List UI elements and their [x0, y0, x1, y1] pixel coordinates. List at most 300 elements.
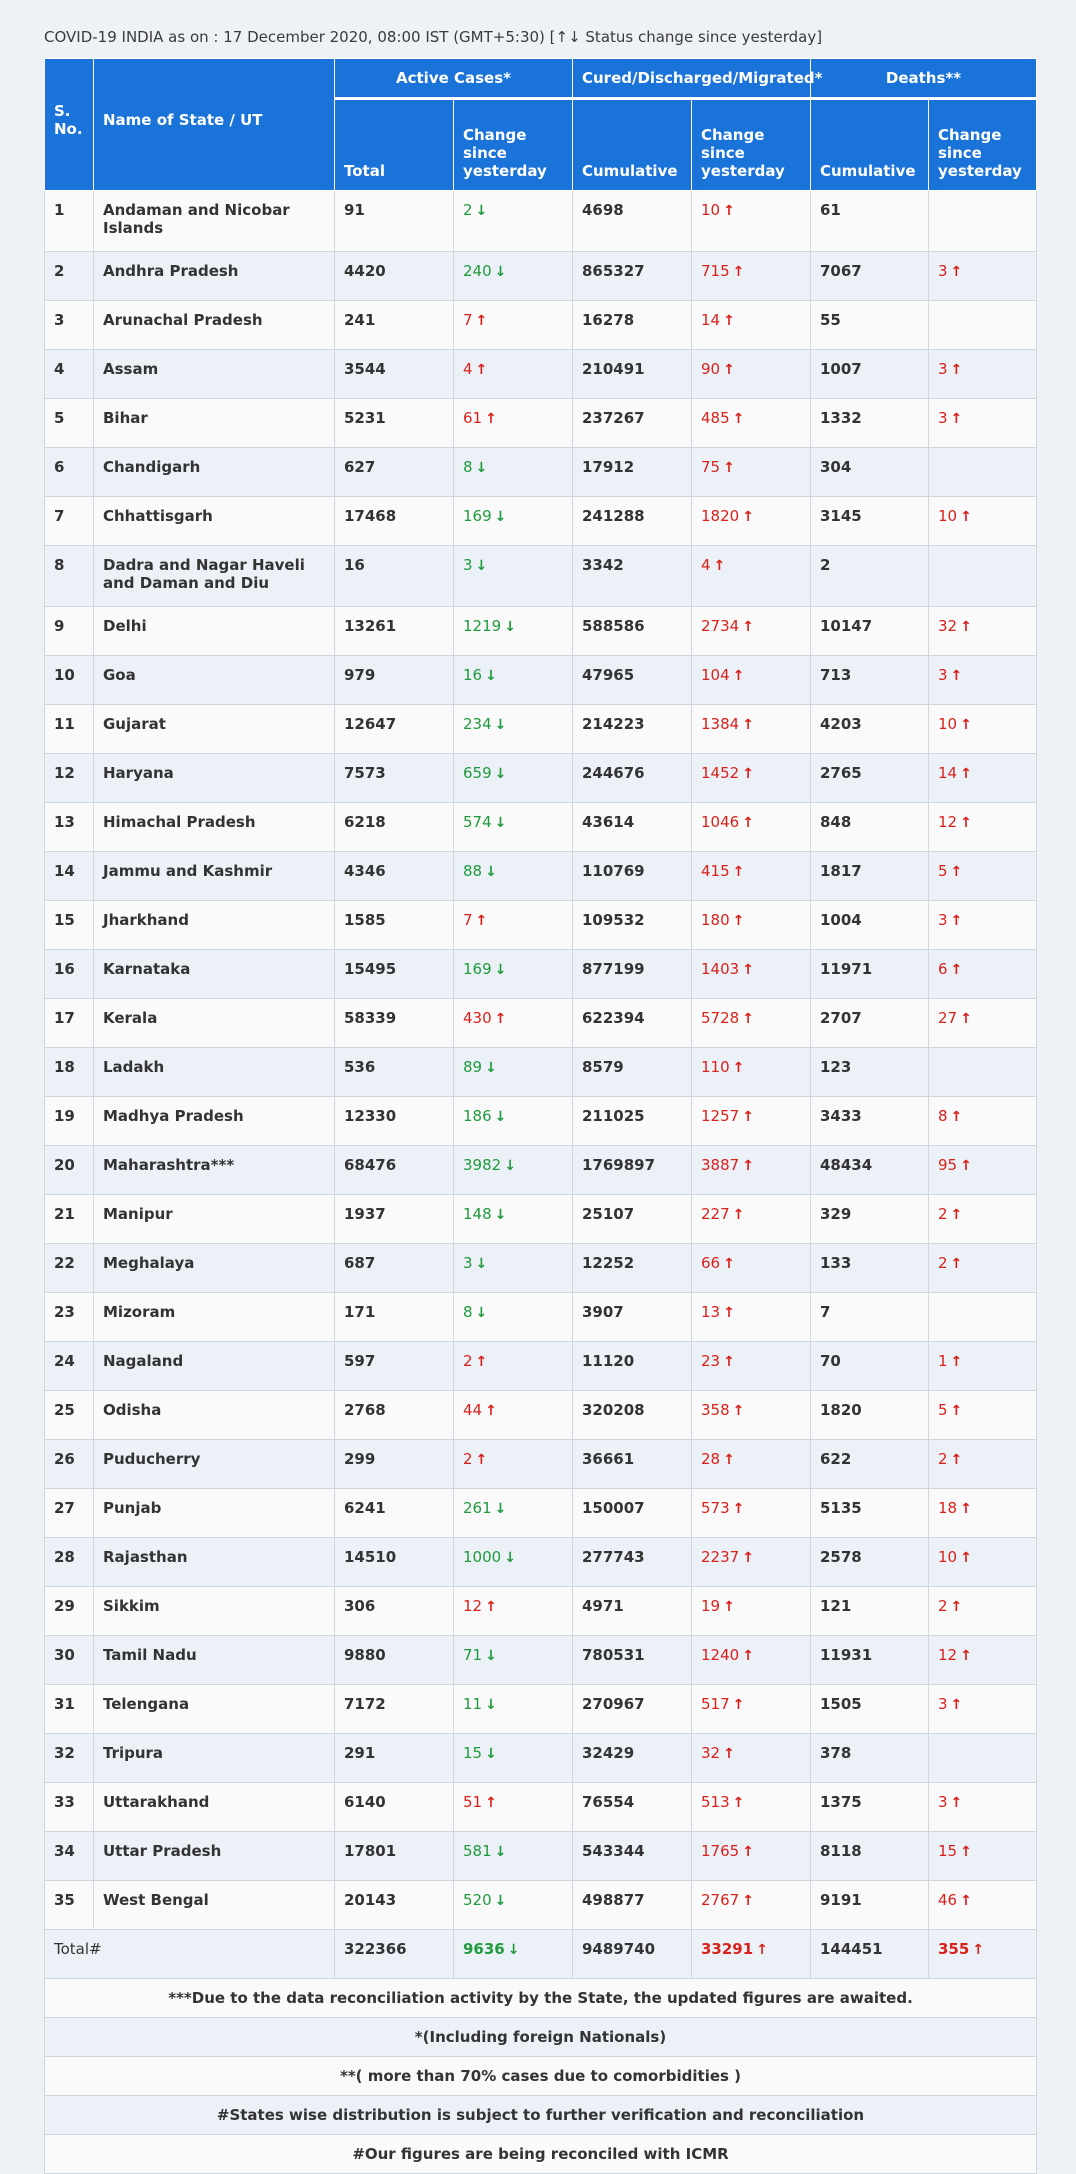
row-deaths-cumulative: 3145	[811, 497, 929, 546]
arrow-up-icon: ↑	[475, 1354, 488, 1370]
row-active-change	[454, 1097, 573, 1146]
footnote-text: #Our figures are being reconciled with ICMR	[45, 2135, 1037, 2174]
change-value: 23	[701, 1352, 721, 1370]
change-value: 581	[463, 1842, 492, 1860]
row-cured-change	[692, 656, 811, 705]
change-value: 3887	[701, 1156, 740, 1174]
row-deaths-cumulative: 848	[811, 803, 929, 852]
table-row	[45, 1048, 1037, 1097]
row-sno: 2	[45, 252, 94, 301]
arrow-up-icon: ↑	[950, 411, 963, 427]
header-cured-change: Change since yesterday	[692, 99, 811, 191]
row-cured-change	[692, 546, 811, 607]
row-cured-change	[692, 1783, 811, 1832]
row-deaths-cumulative: 7	[811, 1293, 929, 1342]
row-cured-change	[692, 1195, 811, 1244]
row-sno: 33	[45, 1783, 94, 1832]
change-value: 3	[938, 1695, 948, 1713]
row-active-total: 979	[335, 656, 454, 705]
arrow-up-icon: ↑	[960, 1011, 972, 1027]
row-deaths-cumulative: 1820	[811, 1391, 929, 1440]
row-cured-cumulative: 4698	[573, 191, 692, 252]
row-cured-change	[692, 901, 811, 950]
row-cured-change	[692, 1391, 811, 1440]
row-deaths-cumulative: 8118	[811, 1832, 929, 1881]
arrow-up-icon: ↑	[950, 668, 963, 684]
arrow-up-icon: ↑	[723, 313, 735, 329]
table-row	[45, 950, 1037, 999]
arrow-up-icon: ↑	[742, 766, 754, 782]
row-active-total: 6241	[335, 1489, 454, 1538]
arrow-up-icon: ↑	[756, 1942, 768, 1958]
arrow-down-icon: ↓	[494, 766, 507, 782]
row-cured-cumulative: 877199	[573, 950, 692, 999]
arrow-up-icon: ↑	[742, 1893, 754, 1909]
row-deaths-change	[929, 252, 1037, 301]
header-sno: S. No.	[45, 59, 94, 191]
arrow-up-icon: ↑	[950, 962, 963, 978]
row-cured-change	[692, 754, 811, 803]
row-deaths-cumulative: 1004	[811, 901, 929, 950]
row-sno: 8	[45, 546, 94, 607]
arrow-down-icon: ↓	[485, 668, 497, 684]
row-deaths-change	[929, 546, 1037, 607]
row-state-name: Uttar Pradesh	[94, 1832, 335, 1881]
footnote-text: #States wise distribution is subject to further verification and reconciliation	[45, 2096, 1037, 2135]
arrow-up-icon: ↑	[723, 1305, 735, 1321]
row-state-name: Andhra Pradesh	[94, 252, 335, 301]
arrow-down-icon: ↓	[475, 1256, 488, 1272]
covid-table	[44, 58, 1037, 2174]
table-row	[45, 1391, 1037, 1440]
arrow-up-icon: ↑	[950, 264, 963, 280]
row-active-change	[454, 1440, 573, 1489]
arrow-up-icon: ↑	[742, 619, 754, 635]
row-deaths-change	[929, 1244, 1037, 1293]
arrow-up-icon: ↑	[475, 313, 488, 329]
row-cured-cumulative: 8579	[573, 1048, 692, 1097]
arrow-up-icon: ↑	[960, 766, 972, 782]
change-value: 7	[463, 911, 473, 929]
row-active-total: 291	[335, 1734, 454, 1783]
row-sno: 19	[45, 1097, 94, 1146]
arrow-up-icon: ↑	[485, 1599, 497, 1615]
row-active-total: 12330	[335, 1097, 454, 1146]
header-deaths-change: Change since yesterday	[929, 99, 1037, 191]
change-value: 5	[938, 862, 948, 880]
row-deaths-change	[929, 1685, 1037, 1734]
table-row	[45, 1342, 1037, 1391]
change-value: 520	[463, 1891, 492, 1909]
row-state-name: Himachal Pradesh	[94, 803, 335, 852]
row-state-name: Bihar	[94, 399, 335, 448]
row-active-total: 5231	[335, 399, 454, 448]
row-cured-cumulative: 11120	[573, 1342, 692, 1391]
header-active-change: Change since yesterday	[454, 99, 573, 191]
row-deaths-cumulative: 1505	[811, 1685, 929, 1734]
header-deaths: Deaths**	[811, 59, 1037, 99]
arrow-up-icon: ↑	[732, 1207, 745, 1223]
row-sno: 14	[45, 852, 94, 901]
arrow-down-icon: ↓	[494, 1844, 507, 1860]
row-state-name: Chandigarh	[94, 448, 335, 497]
change-value: 44	[463, 1401, 483, 1419]
total-active: 322366	[335, 1930, 454, 1979]
row-deaths-change	[929, 1195, 1037, 1244]
arrow-up-icon: ↑	[732, 1060, 745, 1076]
table-row	[45, 1685, 1037, 1734]
change-value: 169	[463, 507, 492, 525]
row-deaths-cumulative: 10147	[811, 607, 929, 656]
row-cured-cumulative: 3342	[573, 546, 692, 607]
row-deaths-change	[929, 950, 1037, 999]
change-value: 430	[463, 1009, 492, 1027]
change-value: 104	[701, 666, 730, 684]
arrow-up-icon: ↑	[732, 1501, 745, 1517]
change-value: 1820	[701, 507, 740, 525]
row-sno: 22	[45, 1244, 94, 1293]
row-deaths-cumulative: 2765	[811, 754, 929, 803]
change-value: 15	[463, 1744, 483, 1762]
row-active-change	[454, 705, 573, 754]
row-active-total: 687	[335, 1244, 454, 1293]
row-active-change	[454, 1293, 573, 1342]
row-active-change	[454, 301, 573, 350]
change-value: 16	[463, 666, 483, 684]
row-active-change	[454, 901, 573, 950]
row-deaths-cumulative: 378	[811, 1734, 929, 1783]
table-row	[45, 497, 1037, 546]
row-deaths-change	[929, 1489, 1037, 1538]
row-cured-cumulative: 110769	[573, 852, 692, 901]
row-state-name: Jharkhand	[94, 901, 335, 950]
row-cured-change	[692, 999, 811, 1048]
change-value: 186	[463, 1107, 492, 1125]
row-active-total: 17801	[335, 1832, 454, 1881]
row-state-name: Chhattisgarh	[94, 497, 335, 546]
row-deaths-change	[929, 1538, 1037, 1587]
row-active-total: 17468	[335, 497, 454, 546]
row-active-change	[454, 803, 573, 852]
row-sno: 27	[45, 1489, 94, 1538]
row-cured-cumulative: 277743	[573, 1538, 692, 1587]
covid-table-wrap	[44, 58, 1036, 2174]
row-state-name: Gujarat	[94, 705, 335, 754]
row-cured-cumulative: 214223	[573, 705, 692, 754]
row-state-name: Maharashtra***	[94, 1146, 335, 1195]
row-cured-change	[692, 252, 811, 301]
row-deaths-change	[929, 705, 1037, 754]
row-active-change	[454, 852, 573, 901]
row-cured-cumulative: 211025	[573, 1097, 692, 1146]
table-row	[45, 1832, 1037, 1881]
table-body	[45, 191, 1037, 2174]
table-row	[45, 1636, 1037, 1685]
table-row	[45, 803, 1037, 852]
row-cured-cumulative: 780531	[573, 1636, 692, 1685]
change-value: 8	[463, 458, 473, 476]
row-active-total: 20143	[335, 1881, 454, 1930]
change-value: 11	[463, 1695, 483, 1713]
row-cured-change	[692, 803, 811, 852]
table-row	[45, 656, 1037, 705]
arrow-up-icon: ↑	[950, 1403, 963, 1419]
change-value: 3982	[463, 1156, 502, 1174]
arrow-up-icon: ↑	[950, 362, 963, 378]
row-deaths-cumulative: 3433	[811, 1097, 929, 1146]
change-value: 33291	[701, 1940, 754, 1958]
row-deaths-cumulative: 329	[811, 1195, 929, 1244]
row-sno: 30	[45, 1636, 94, 1685]
row-state-name: West Bengal	[94, 1881, 335, 1930]
change-value: 10	[701, 201, 721, 219]
row-cured-cumulative: 622394	[573, 999, 692, 1048]
arrow-up-icon: ↑	[960, 1844, 972, 1860]
row-cured-change	[692, 705, 811, 754]
change-value: 15	[938, 1842, 958, 1860]
arrow-up-icon: ↑	[742, 1158, 754, 1174]
row-cured-change	[692, 1146, 811, 1195]
change-value: 14	[938, 764, 958, 782]
arrow-up-icon: ↑	[742, 1550, 754, 1566]
row-deaths-change	[929, 191, 1037, 252]
footnote-text: ***Due to the data reconciliation activity by the State, the updated figures are awaited.	[45, 1979, 1037, 2018]
row-sno: 17	[45, 999, 94, 1048]
row-deaths-cumulative: 1332	[811, 399, 929, 448]
row-cured-cumulative: 498877	[573, 1881, 692, 1930]
row-sno: 16	[45, 950, 94, 999]
row-deaths-change	[929, 1587, 1037, 1636]
row-deaths-cumulative: 123	[811, 1048, 929, 1097]
table-row	[45, 1881, 1037, 1930]
change-value: 3	[938, 409, 948, 427]
row-cured-cumulative: 17912	[573, 448, 692, 497]
row-cured-change	[692, 191, 811, 252]
row-deaths-cumulative: 1007	[811, 350, 929, 399]
arrow-up-icon: ↑	[950, 1697, 963, 1713]
arrow-up-icon: ↑	[960, 1550, 972, 1566]
row-active-change	[454, 1195, 573, 1244]
arrow-up-icon: ↑	[723, 1746, 735, 1762]
row-active-change	[454, 1587, 573, 1636]
total-active-change	[454, 1930, 573, 1979]
change-value: 2	[938, 1450, 948, 1468]
row-active-change	[454, 999, 573, 1048]
change-value: 2	[938, 1205, 948, 1223]
row-state-name: Tamil Nadu	[94, 1636, 335, 1685]
row-cured-cumulative: 1769897	[573, 1146, 692, 1195]
row-cured-cumulative: 25107	[573, 1195, 692, 1244]
arrow-down-icon: ↓	[485, 1746, 497, 1762]
arrow-up-icon: ↑	[960, 815, 972, 831]
footnote-text: *(Including foreign Nationals)	[45, 2018, 1037, 2057]
total-row	[45, 1930, 1037, 1979]
change-value: 2	[938, 1597, 948, 1615]
row-active-change	[454, 950, 573, 999]
row-cured-cumulative: 4971	[573, 1587, 692, 1636]
row-active-total: 68476	[335, 1146, 454, 1195]
row-cured-cumulative: 270967	[573, 1685, 692, 1734]
row-deaths-change	[929, 1097, 1037, 1146]
row-state-name: Delhi	[94, 607, 335, 656]
arrow-down-icon: ↓	[475, 203, 488, 219]
arrow-up-icon: ↑	[732, 913, 745, 929]
row-active-change	[454, 1489, 573, 1538]
change-value: 61	[463, 409, 483, 427]
row-deaths-cumulative: 11971	[811, 950, 929, 999]
table-row	[45, 999, 1037, 1048]
row-active-change	[454, 1636, 573, 1685]
row-cured-change	[692, 1489, 811, 1538]
table-row	[45, 1097, 1037, 1146]
arrow-up-icon: ↑	[723, 1599, 735, 1615]
change-value: 32	[701, 1744, 721, 1762]
arrow-up-icon: ↑	[732, 264, 745, 280]
row-cured-change	[692, 950, 811, 999]
row-sno: 23	[45, 1293, 94, 1342]
arrow-up-icon: ↑	[732, 864, 745, 880]
change-value: 14	[701, 311, 721, 329]
footnote-row	[45, 2018, 1037, 2057]
row-active-total: 58339	[335, 999, 454, 1048]
arrow-down-icon: ↓	[504, 1158, 516, 1174]
row-cured-change	[692, 350, 811, 399]
row-active-total: 241	[335, 301, 454, 350]
table-row	[45, 252, 1037, 301]
row-state-name: Madhya Pradesh	[94, 1097, 335, 1146]
arrow-up-icon: ↑	[723, 1256, 735, 1272]
row-cured-cumulative: 3907	[573, 1293, 692, 1342]
table-row	[45, 1195, 1037, 1244]
change-value: 12	[463, 1597, 483, 1615]
table-row	[45, 705, 1037, 754]
row-active-change	[454, 1832, 573, 1881]
row-deaths-cumulative: 5135	[811, 1489, 929, 1538]
arrow-down-icon: ↓	[507, 1942, 520, 1958]
arrow-up-icon: ↑	[950, 1207, 963, 1223]
row-active-total: 4420	[335, 252, 454, 301]
arrow-up-icon: ↑	[972, 1942, 985, 1958]
row-active-total: 171	[335, 1293, 454, 1342]
table-header	[45, 59, 1037, 191]
row-state-name: Telengana	[94, 1685, 335, 1734]
arrow-up-icon: ↑	[723, 1354, 735, 1370]
row-deaths-change	[929, 1342, 1037, 1391]
arrow-up-icon: ↑	[732, 1403, 745, 1419]
arrow-up-icon: ↑	[732, 1795, 745, 1811]
change-value: 1257	[701, 1107, 740, 1125]
total-deaths: 144451	[811, 1930, 929, 1979]
table-row	[45, 607, 1037, 656]
row-deaths-cumulative: 48434	[811, 1146, 929, 1195]
table-row	[45, 1244, 1037, 1293]
row-cured-cumulative: 210491	[573, 350, 692, 399]
arrow-up-icon: ↑	[475, 362, 488, 378]
table-row	[45, 350, 1037, 399]
row-active-change	[454, 497, 573, 546]
row-cured-cumulative: 244676	[573, 754, 692, 803]
change-value: 2	[463, 1450, 473, 1468]
arrow-up-icon: ↑	[475, 913, 488, 929]
change-value: 1384	[701, 715, 740, 733]
row-sno: 7	[45, 497, 94, 546]
change-value: 3	[938, 666, 948, 684]
row-cured-cumulative: 320208	[573, 1391, 692, 1440]
row-deaths-cumulative: 133	[811, 1244, 929, 1293]
footnote-text: **( more than 70% cases due to comorbidities )	[45, 2057, 1037, 2096]
change-value: 1046	[701, 813, 740, 831]
change-value: 1452	[701, 764, 740, 782]
row-deaths-change	[929, 1881, 1037, 1930]
arrow-up-icon: ↑	[732, 411, 745, 427]
change-value: 2	[463, 1352, 473, 1370]
row-sno: 10	[45, 656, 94, 705]
arrow-down-icon: ↓	[494, 1501, 507, 1517]
arrow-up-icon: ↑	[960, 1893, 972, 1909]
row-deaths-cumulative: 9191	[811, 1881, 929, 1930]
row-active-change	[454, 252, 573, 301]
row-active-change	[454, 1881, 573, 1930]
arrow-down-icon: ↓	[494, 815, 507, 831]
row-deaths-change	[929, 754, 1037, 803]
row-sno: 34	[45, 1832, 94, 1881]
row-deaths-change	[929, 1832, 1037, 1881]
row-state-name: Puducherry	[94, 1440, 335, 1489]
arrow-up-icon: ↑	[950, 1354, 963, 1370]
change-value: 110	[701, 1058, 730, 1076]
row-active-total: 597	[335, 1342, 454, 1391]
row-state-name: Manipur	[94, 1195, 335, 1244]
row-active-total: 1937	[335, 1195, 454, 1244]
row-sno: 11	[45, 705, 94, 754]
footnote-row	[45, 1979, 1037, 2018]
total-label: Total#	[45, 1930, 335, 1979]
arrow-down-icon: ↓	[494, 1207, 507, 1223]
arrow-up-icon: ↑	[742, 1011, 754, 1027]
row-deaths-change	[929, 1734, 1037, 1783]
arrow-up-icon: ↑	[950, 913, 963, 929]
change-value: 573	[701, 1499, 730, 1517]
row-deaths-change	[929, 1146, 1037, 1195]
row-cured-change	[692, 607, 811, 656]
arrow-up-icon: ↑	[723, 362, 735, 378]
row-active-total: 14510	[335, 1538, 454, 1587]
arrow-up-icon: ↑	[960, 1501, 972, 1517]
change-value: 3	[938, 1793, 948, 1811]
row-sno: 9	[45, 607, 94, 656]
row-cured-cumulative: 47965	[573, 656, 692, 705]
change-value: 32	[938, 617, 958, 635]
change-value: 3	[938, 360, 948, 378]
row-active-total: 2768	[335, 1391, 454, 1440]
arrow-down-icon: ↓	[494, 1109, 507, 1125]
row-active-total: 4346	[335, 852, 454, 901]
row-state-name: Jammu and Kashmir	[94, 852, 335, 901]
row-cured-change	[692, 1881, 811, 1930]
arrow-down-icon: ↓	[494, 717, 507, 733]
row-active-change	[454, 1244, 573, 1293]
row-sno: 4	[45, 350, 94, 399]
row-deaths-change	[929, 852, 1037, 901]
row-active-total: 16	[335, 546, 454, 607]
arrow-down-icon: ↓	[494, 264, 507, 280]
change-value: 240	[463, 262, 492, 280]
change-value: 51	[463, 1793, 483, 1811]
change-value: 95	[938, 1156, 958, 1174]
header-active-cases: Active Cases*	[335, 59, 573, 99]
change-value: 3	[463, 556, 473, 574]
row-active-change	[454, 656, 573, 705]
